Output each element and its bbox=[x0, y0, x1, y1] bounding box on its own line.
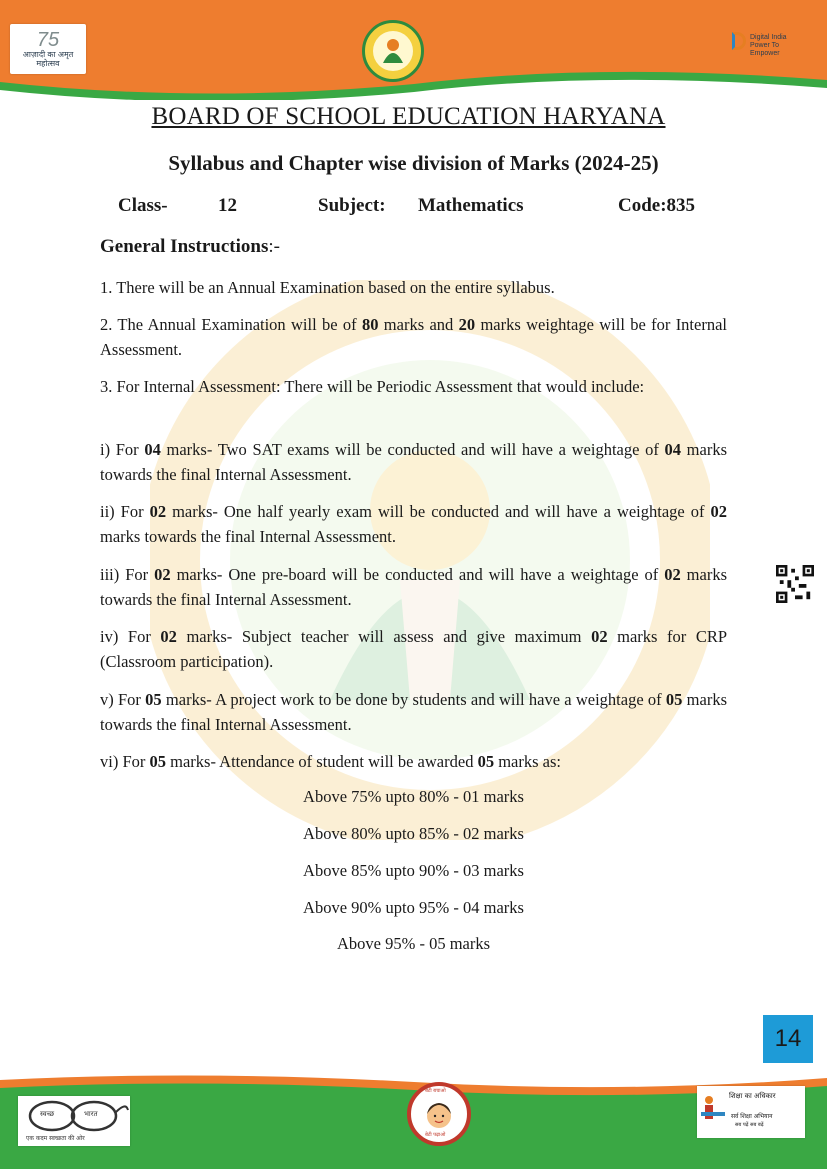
bharat-text: भारत bbox=[84, 1110, 98, 1118]
sarva-shiksha-text: सर्व शिक्षा अभियान bbox=[731, 1113, 773, 1120]
page-number-badge: 14 bbox=[763, 1015, 813, 1063]
instruction-1: 1. There will be an Annual Examination based on the entire syllabus. bbox=[100, 278, 555, 297]
shiksha-adhikar-text: शिक्षा का अधिकार bbox=[729, 1092, 776, 1100]
bold-run: 80 bbox=[361, 315, 379, 334]
document-title: BOARD OF SCHOOL EDUCATION HARYANA bbox=[151, 103, 666, 130]
instruction-i bbox=[100, 437, 727, 487]
bold-run: 02 bbox=[710, 502, 727, 521]
text-run: marks weightage will be for Internal Assessment. bbox=[100, 315, 727, 359]
beti-bachao-logo bbox=[407, 1082, 471, 1146]
text-run: marks and bbox=[378, 315, 459, 334]
text-run: marks towards the final Internal Assessment. bbox=[100, 527, 397, 546]
swachh-bharat-logo bbox=[18, 1096, 130, 1146]
text-run: iii) For bbox=[100, 565, 155, 584]
digital-india-line2: Power To Empower bbox=[750, 42, 780, 57]
bold-run: 02 bbox=[149, 502, 167, 521]
text-run: marks towards the final Internal Assessment. bbox=[100, 690, 727, 734]
instructions-heading-suffix: :- bbox=[268, 236, 280, 257]
text-run: v) For bbox=[100, 690, 146, 709]
bseh-seal-icon bbox=[362, 20, 424, 82]
bold-run: 02 bbox=[664, 565, 681, 584]
text-run: marks as: bbox=[494, 752, 561, 771]
text-run: vi) For bbox=[100, 752, 150, 771]
text-run: marks- A project work to be done by students and will have a weightage of bbox=[161, 690, 666, 709]
instruction-vi bbox=[100, 749, 727, 774]
text-run: marks- Two SAT exams will be conducted and will have a weightage of bbox=[160, 440, 665, 459]
instruction-2 bbox=[100, 312, 727, 362]
text-run: marks- Attendance of student will be awarded bbox=[166, 752, 478, 771]
bold-run: 05 bbox=[149, 752, 166, 771]
class-label: Class- bbox=[118, 195, 168, 216]
subject-value: Mathematics bbox=[418, 195, 524, 216]
sarva-shiksha-abhiyan-logo bbox=[697, 1086, 805, 1138]
bold-run: 05 bbox=[145, 690, 162, 709]
instruction-iv bbox=[100, 624, 727, 674]
swachh-text: स्वच्छ bbox=[40, 1110, 55, 1118]
swachh-caption: एक कदम स्वच्छता की ओर bbox=[26, 1135, 85, 1142]
digital-india-logo bbox=[722, 24, 798, 60]
text-run: 2. The Annual Examination will be of bbox=[100, 315, 362, 334]
logo-number: 75 bbox=[36, 29, 60, 51]
bold-run: 05 bbox=[665, 690, 683, 709]
instruction-v bbox=[100, 687, 727, 737]
bold-run: 04 bbox=[144, 440, 161, 459]
attendance-row: Above 75% upto 80% - 01 marks bbox=[303, 787, 524, 806]
attendance-row: Above 80% upto 85% - 02 marks bbox=[303, 824, 524, 843]
text-run: marks- One half yearly exam will be conducted and will have a weightage of bbox=[166, 502, 711, 521]
digital-india-icon bbox=[732, 32, 746, 50]
bold-run: 04 bbox=[664, 440, 682, 459]
beti-bachao-text: बेटी बचाओ bbox=[425, 1088, 446, 1094]
subject-code: Code:835 bbox=[618, 195, 696, 216]
bold-run: 02 bbox=[160, 627, 177, 646]
instruction-ii bbox=[100, 499, 727, 549]
text-run: ii) For bbox=[100, 502, 150, 521]
text-run: marks for CRP (Classroom participation). bbox=[100, 627, 728, 671]
text-run: i) For bbox=[100, 440, 145, 459]
instructions-heading bbox=[100, 236, 280, 258]
subject-label: Subject: bbox=[318, 195, 386, 216]
instructions-heading-text: General Instructions bbox=[100, 236, 269, 257]
logo-text: आज़ादी का अमृत महोत्सव bbox=[22, 50, 74, 68]
header-band bbox=[0, 0, 827, 100]
attendance-row: Above 95% - 05 marks bbox=[336, 934, 491, 953]
bold-run: 02 bbox=[591, 627, 608, 646]
bold-run: 05 bbox=[477, 752, 495, 771]
text-run: iv) For bbox=[100, 627, 161, 646]
document-subtitle: Syllabus and Chapter wise division of Marks (2024-25) bbox=[168, 151, 659, 175]
azadi-ka-amrit-mahotsav-logo bbox=[10, 24, 86, 74]
text-run: marks- One pre-board will be conducted and will have a weightage of bbox=[170, 565, 665, 584]
footer-band bbox=[0, 1070, 827, 1169]
text-run: marks- Subject teacher will assess and give maximum bbox=[176, 627, 592, 646]
class-value: 12 bbox=[218, 195, 237, 216]
instruction-iii bbox=[100, 562, 727, 612]
children-reading-icon bbox=[699, 1092, 729, 1132]
digital-india-line1: Digital India bbox=[750, 34, 787, 41]
sab-padhein-text: सब पढ़ें सब बढ़ें bbox=[735, 1122, 764, 1128]
attendance-row: Above 85% upto 90% - 03 marks bbox=[303, 861, 524, 880]
qr-code-icon bbox=[776, 565, 814, 603]
text-run: marks towards the final Internal Assessment. bbox=[100, 565, 727, 609]
bold-run: 20 bbox=[458, 315, 476, 334]
text-run: marks towards the final Internal Assessment. bbox=[100, 440, 728, 484]
beti-padhao-text: बेटी पढ़ाओ bbox=[425, 1132, 446, 1138]
attendance-row: Above 90% upto 95% - 04 marks bbox=[303, 898, 524, 917]
instruction-3: 3. For Internal Assessment: There will be Periodic Assessment that would include: bbox=[100, 377, 645, 396]
bold-run: 02 bbox=[154, 565, 171, 584]
